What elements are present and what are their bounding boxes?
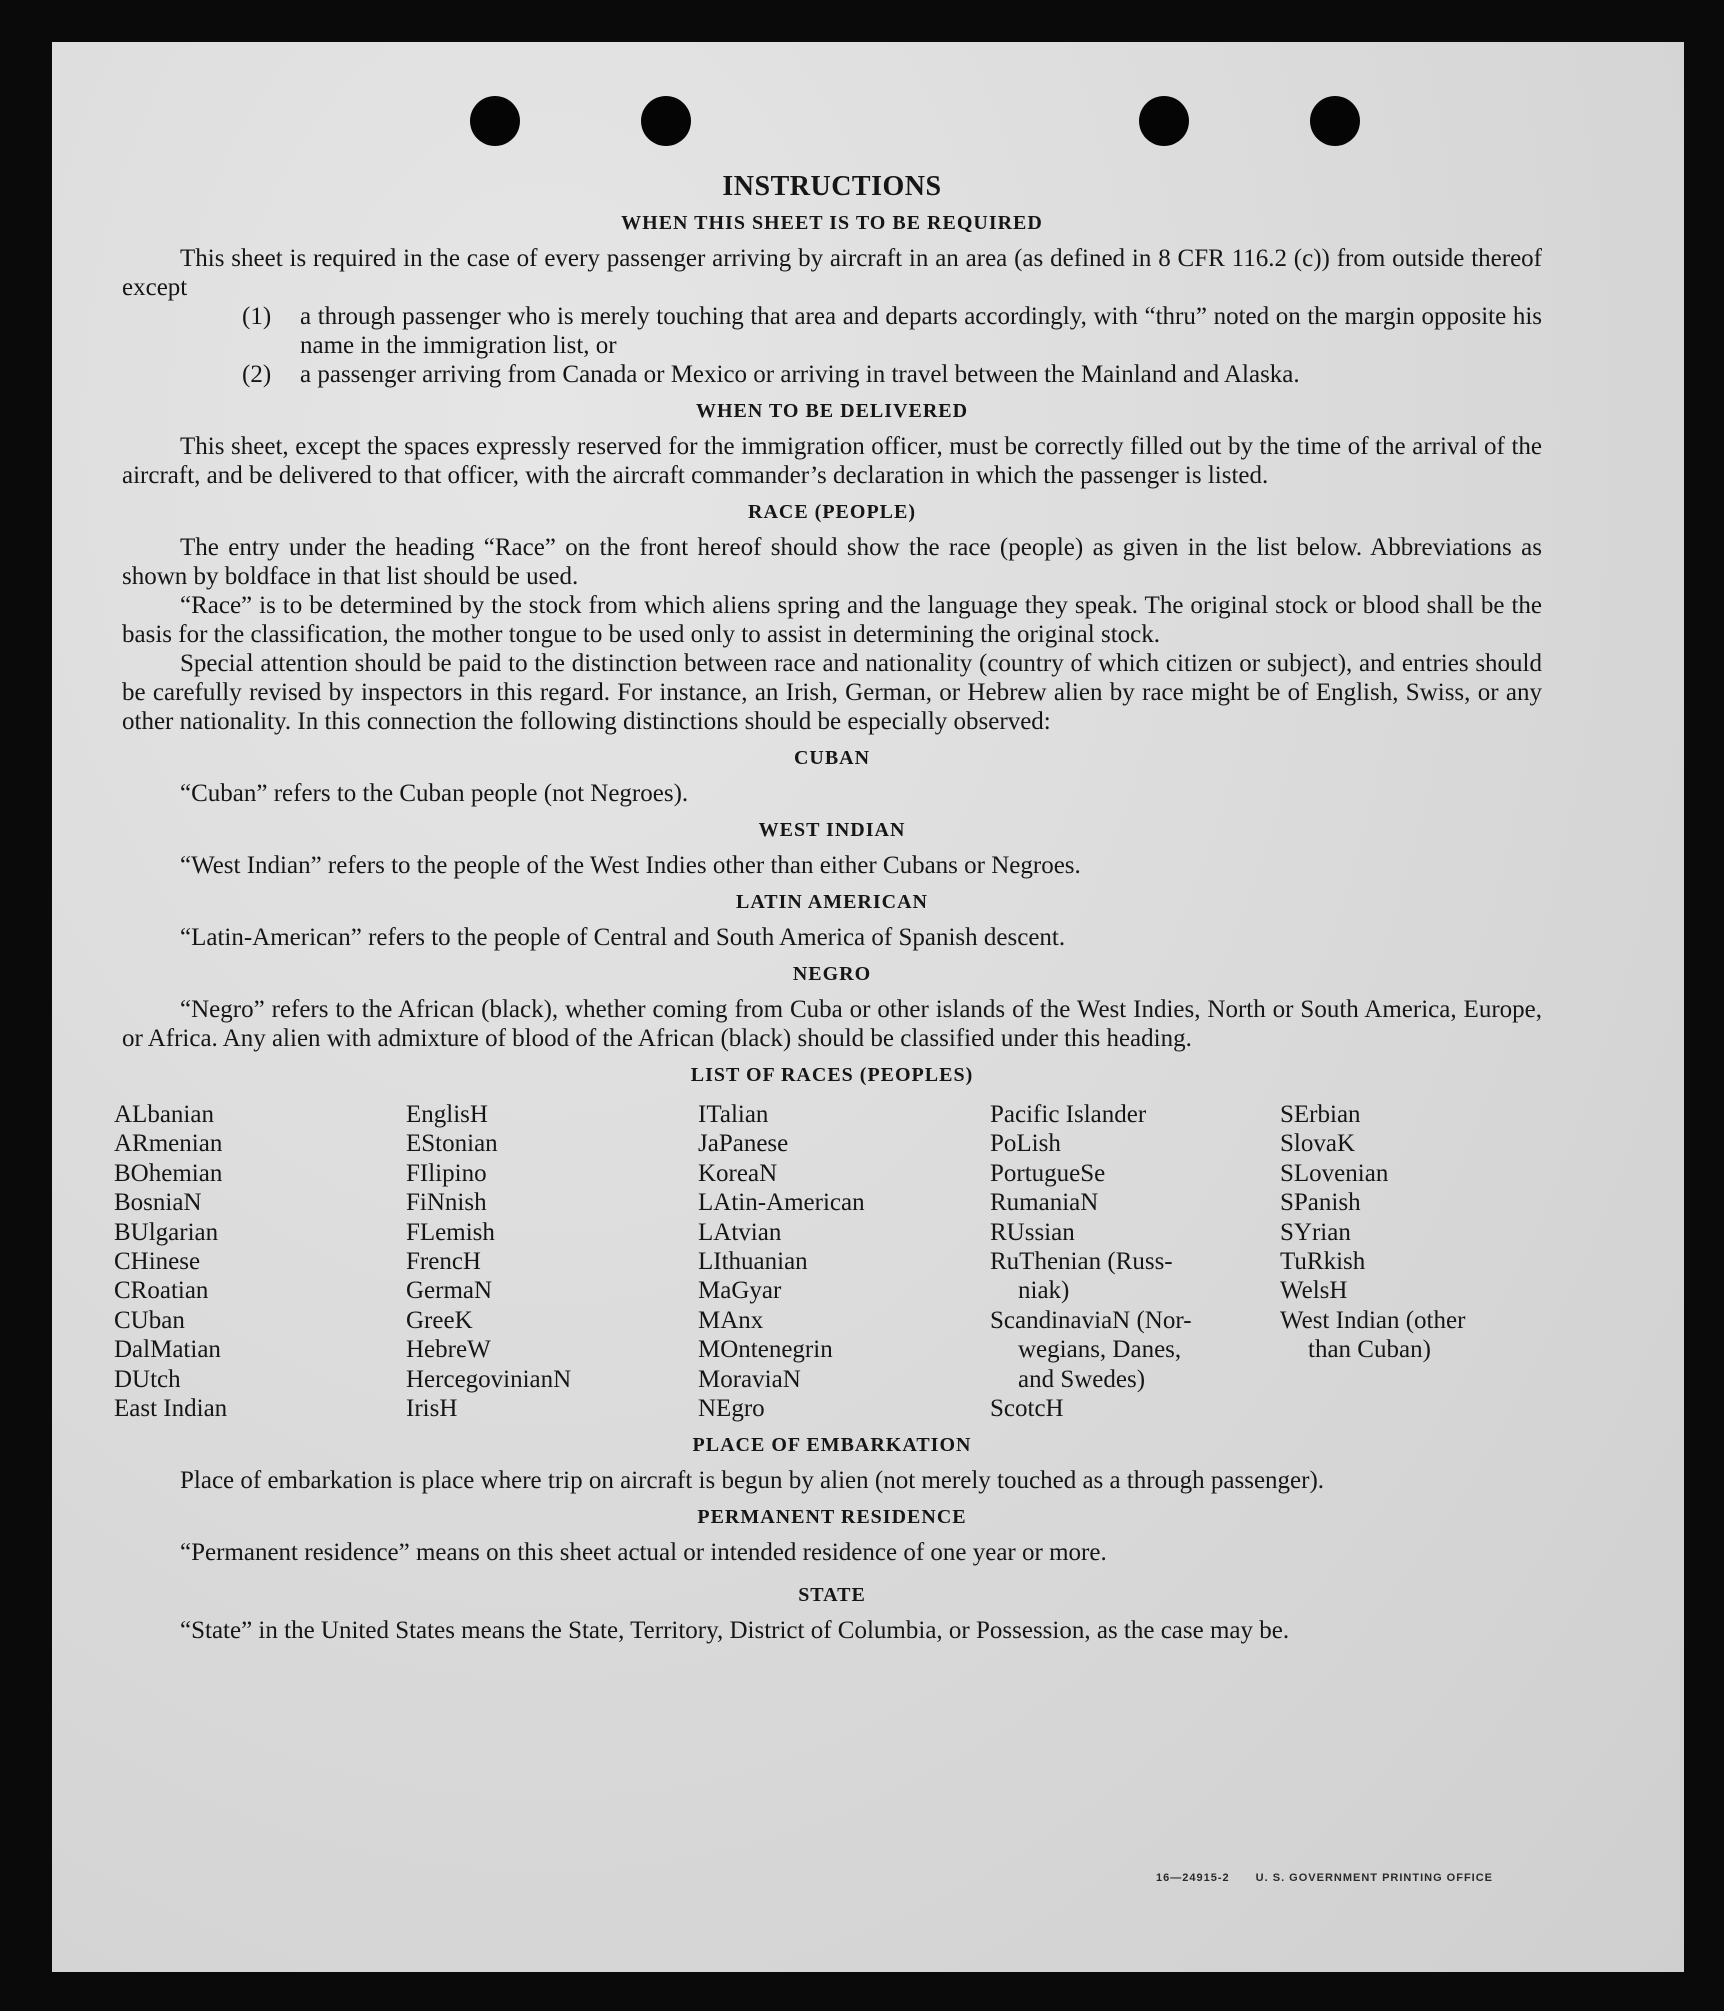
race-entry: DUtch: [114, 1365, 181, 1393]
instructions-content: [114, 171, 1542, 1645]
form-number: 16—24915-2: [1156, 1872, 1230, 1884]
punch-hole: [1310, 96, 1360, 146]
paragraph-race-1: The entry under the heading “Race” on the front hereof should show the race (people) as given in the list below. Abbreviations as shown by boldface in that list should be used.: [122, 534, 1542, 590]
race-entry: wegians, Danes,: [1018, 1336, 1182, 1364]
race-entry: niak): [1018, 1277, 1070, 1305]
race-entry: HercegovinianN: [406, 1365, 572, 1393]
item-number: (2): [242, 361, 272, 388]
section-heading-residence: PERMANENT RESIDENCE: [697, 1506, 967, 1529]
paragraph-race-2: “Race” is to be determined by the stock from which aliens spring and the language they speak. The original stock or blood shall be the basis for the classification, the mother tongue to be used only to assist in determining the original stock.: [122, 592, 1542, 648]
race-entry: and Swedes): [1018, 1365, 1146, 1393]
race-entry: Pacific Islander: [990, 1101, 1147, 1128]
paragraph-cuban: “Cuban” refers to the Cuban people (not Negroes).: [180, 780, 689, 807]
section-heading-race: RACE (PEOPLE): [748, 501, 916, 523]
race-entry: MoraviaN: [698, 1365, 801, 1393]
race-entry: FIlipino: [406, 1159, 487, 1187]
races-column-4: [990, 1100, 1280, 1423]
race-entry: MAnx: [698, 1306, 764, 1334]
race-entry: EStonian: [406, 1130, 498, 1158]
section-heading-required: WHEN THIS SHEET IS TO BE REQUIRED: [621, 212, 1043, 234]
punch-hole: [641, 96, 691, 146]
paragraph-west-indian: “West Indian” refers to the people of the West Indies other than either Cubans or Negroes.: [180, 852, 1081, 879]
race-entry: RumaniaN: [990, 1189, 1099, 1217]
race-entry: MaGyar: [698, 1277, 782, 1305]
race-entry: LAtvian: [698, 1218, 782, 1246]
paragraph-negro: “Negro” refers to the African (black), whether coming from Cuba or other islands of the West Indies, North or South America, Europe, or Africa. Any alien with admixture of blood of the African (black) should be classified under this heading.: [122, 996, 1542, 1052]
section-heading-delivered: WHEN TO BE DELIVERED: [695, 400, 969, 422]
item-number: (1): [242, 303, 272, 330]
race-entry: SLovenian: [1280, 1159, 1389, 1187]
race-entry: RuThenian (Russ-: [990, 1248, 1173, 1276]
item-text: a through passenger who is merely touching that area and departs accordingly, with “thru” noted on the margin opposite his name in the immigration list, or: [300, 303, 1542, 359]
page-title: INSTRUCTIONS: [722, 171, 942, 202]
section-heading-cuban: CUBAN: [793, 747, 871, 769]
list-item-exception-2: [122, 360, 1542, 389]
race-entry: PortugueSe: [990, 1159, 1106, 1187]
paragraph-residence: “Permanent residence” means on this sheet actual or intended residence of one year or more.: [180, 1539, 1107, 1567]
race-entry: BosniaN: [114, 1189, 202, 1217]
race-entry: KoreaN: [698, 1159, 778, 1187]
paragraph-required: This sheet is required in the case of every passenger arriving by aircraft in an area (as defined in 8 CFR 116.2 (c)) from outside thereof except: [122, 245, 1542, 301]
race-entry: EnglisH: [406, 1101, 488, 1128]
paragraph-delivered: This sheet, except the spaces expressly reserved for the immigration officer, must be correctly filled out by the time of the arrival of the aircraft, and be delivered to that officer, with the aircraft commander’s declaration in which the passenger is listed.: [122, 433, 1542, 489]
race-entry: East Indian: [114, 1395, 228, 1423]
races-column-2: [406, 1100, 698, 1423]
race-entry: JaPanese: [698, 1130, 789, 1158]
race-entry: FLemish: [406, 1218, 495, 1246]
punch-hole: [1139, 96, 1189, 146]
race-entry: CHinese: [114, 1248, 201, 1276]
paragraph-latin-american: “Latin-American” refers to the people of Central and South America of Spanish descent.: [180, 924, 1066, 951]
list-item-exception-1: [122, 302, 1542, 360]
race-entry: ARmenian: [114, 1130, 223, 1158]
race-entry: FrencH: [406, 1248, 481, 1276]
race-entry: SErbian: [1280, 1101, 1361, 1128]
race-entry: RUssian: [990, 1218, 1075, 1246]
race-entry: IrisH: [406, 1395, 458, 1423]
section-heading-races-list: LIST OF RACES (PEOPLES): [690, 1064, 974, 1086]
races-column-3: [698, 1100, 990, 1423]
item-text: a passenger arriving from Canada or Mexico or arriving in travel between the Mainland and Alaska.: [300, 361, 1300, 388]
races-column-5: [1280, 1100, 1530, 1423]
paragraph-race-3: Special attention should be paid to the distinction between race and nationality (country of which citizen or subject), and entries should be carefully revised by inspectors in this regard. For instance, an Irish, German, or Hebrew alien by race might be of English, Swiss, or any other nationality. In this connection the following distinctions should be especially observed:: [122, 650, 1542, 735]
race-entry: WelsH: [1280, 1277, 1348, 1305]
race-entry: ScandinaviaN (Nor-: [990, 1306, 1192, 1334]
section-heading-negro: NEGRO: [792, 963, 872, 985]
race-entry: SPanish: [1280, 1189, 1361, 1217]
document-sheet: [52, 42, 1684, 1972]
race-entry: BOhemian: [114, 1159, 223, 1187]
race-entry: West Indian (other: [1280, 1306, 1466, 1334]
race-entry: SYrian: [1280, 1218, 1351, 1246]
punch-hole: [470, 96, 520, 146]
race-entry: ScotcH: [990, 1395, 1064, 1423]
race-entry: HebreW: [406, 1336, 491, 1364]
race-entry: CRoatian: [114, 1277, 209, 1305]
section-heading-west-indian: WEST INDIAN: [758, 819, 906, 841]
race-entry: ITalian: [698, 1101, 769, 1128]
race-entry: SlovaK: [1280, 1130, 1355, 1158]
paragraph-embarkation: Place of embarkation is place where trip on aircraft is begun by alien (not merely touched as a through passenger).: [180, 1467, 1325, 1495]
race-entry: PoLish: [990, 1130, 1061, 1158]
section-heading-state: STATE: [798, 1584, 866, 1607]
race-entry: LAtin-American: [698, 1189, 865, 1217]
race-entry: than Cuban): [1308, 1336, 1431, 1364]
paragraph-state: “State” in the United States means the State, Territory, District of Columbia, or Possession, as the case may be.: [180, 1617, 1290, 1645]
races-column-1: [114, 1100, 406, 1423]
race-entry: CUban: [114, 1306, 185, 1334]
race-entry: ALbanian: [114, 1101, 214, 1128]
race-entry: MOntenegrin: [698, 1336, 833, 1364]
section-heading-embarkation: PLACE OF EMBARKATION: [692, 1434, 972, 1457]
race-entry: GermaN: [406, 1277, 493, 1305]
print-footer: [1156, 1872, 1515, 1884]
race-entry: TuRkish: [1280, 1248, 1366, 1276]
race-entry: GreeK: [406, 1306, 473, 1334]
race-entry: DalMatian: [114, 1336, 221, 1364]
race-entry: NEgro: [698, 1395, 765, 1423]
printer-credit: U. S. GOVERNMENT PRINTING OFFICE: [1255, 1872, 1494, 1884]
races-list: [114, 1100, 1542, 1423]
race-entry: BUlgarian: [114, 1218, 219, 1246]
section-heading-latin-american: LATIN AMERICAN: [736, 891, 928, 913]
race-entry: FiNnish: [406, 1189, 487, 1217]
race-entry: LIthuanian: [698, 1248, 808, 1276]
